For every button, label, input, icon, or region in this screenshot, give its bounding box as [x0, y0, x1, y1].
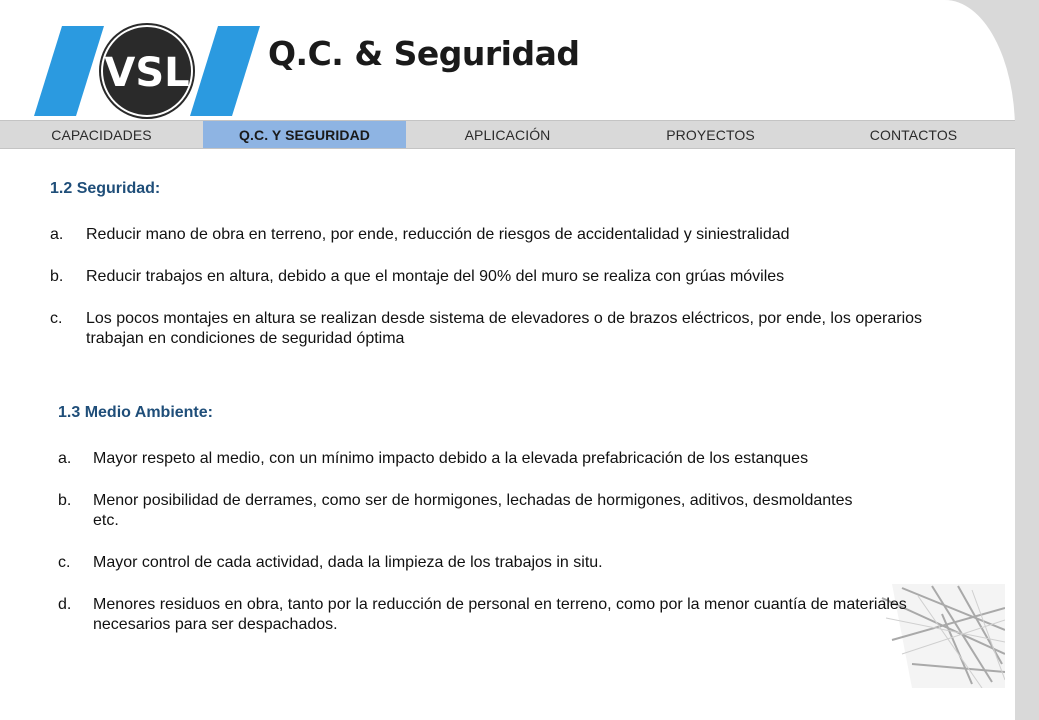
list-item	[58, 449, 958, 469]
list-marker: a.	[50, 226, 64, 243]
nav-tab-capacidades[interactable]: CAPACIDADES	[51, 126, 152, 143]
list-item	[50, 225, 980, 245]
nav-tab-contactos[interactable]: CONTACTOS	[869, 126, 958, 143]
list-item	[58, 491, 958, 531]
list-marker: b.	[50, 268, 64, 285]
page-title: Q.C. & Seguridad	[268, 34, 580, 73]
list-text: Mayor control de cada actividad, dada la limpieza de los trabajos in situ.	[93, 554, 603, 571]
list-text: Menores residuos en obra, tanto por la reducción de personal en terreno, como por la menor cuantía de materiales necesarios para ser despachados.	[93, 596, 907, 633]
list-text: Menor posibilidad de derrames, como ser de hormigones, lechadas de hormigones, aditivos, desmoldantes etc.	[93, 492, 853, 529]
list-marker: c.	[50, 310, 63, 327]
nav-tab-qc-seguridad[interactable]: Q.C. Y SEGURIDAD	[203, 121, 406, 148]
list-text: Mayor respeto al medio, con un mínimo impacto debido a la elevada prefabricación de los estanques	[93, 450, 809, 467]
seguridad-heading: 1.2 Seguridad:	[50, 180, 161, 197]
list-marker: c.	[58, 554, 71, 571]
logo-right-stripe	[190, 26, 260, 116]
list-marker: b.	[58, 492, 72, 509]
logo-left-stripe	[34, 26, 104, 116]
list-item	[58, 595, 958, 635]
list-item	[50, 309, 980, 349]
list-item	[50, 267, 980, 287]
nav-tab-aplicacion[interactable]: APLICACIÓN	[464, 126, 551, 143]
medio-ambiente-list	[58, 449, 958, 657]
list-text: Los pocos montajes en altura se realizan desde sistema de elevadores o de brazos eléctricos, por ende, los operarios trabajan en condiciones de seguridad óptima	[86, 310, 923, 347]
nav-tab-proyectos[interactable]: PROYECTOS	[666, 126, 755, 143]
logo-text: VSL	[104, 50, 190, 96]
medio-ambiente-heading: 1.3 Medio Ambiente:	[58, 404, 213, 421]
list-text: Reducir trabajos en altura, debido a que el montaje del 90% del muro se realiza con grúas móviles	[86, 268, 785, 285]
top-nav	[0, 120, 1015, 149]
list-marker: a.	[58, 450, 72, 467]
seguridad-list	[50, 225, 980, 371]
vsl-logo	[34, 22, 260, 120]
list-item	[58, 553, 958, 573]
list-text: Reducir mano de obra en terreno, por ende, reducción de riesgos de accidentalidad y siniestralidad	[86, 226, 790, 243]
list-marker: d.	[58, 596, 72, 613]
